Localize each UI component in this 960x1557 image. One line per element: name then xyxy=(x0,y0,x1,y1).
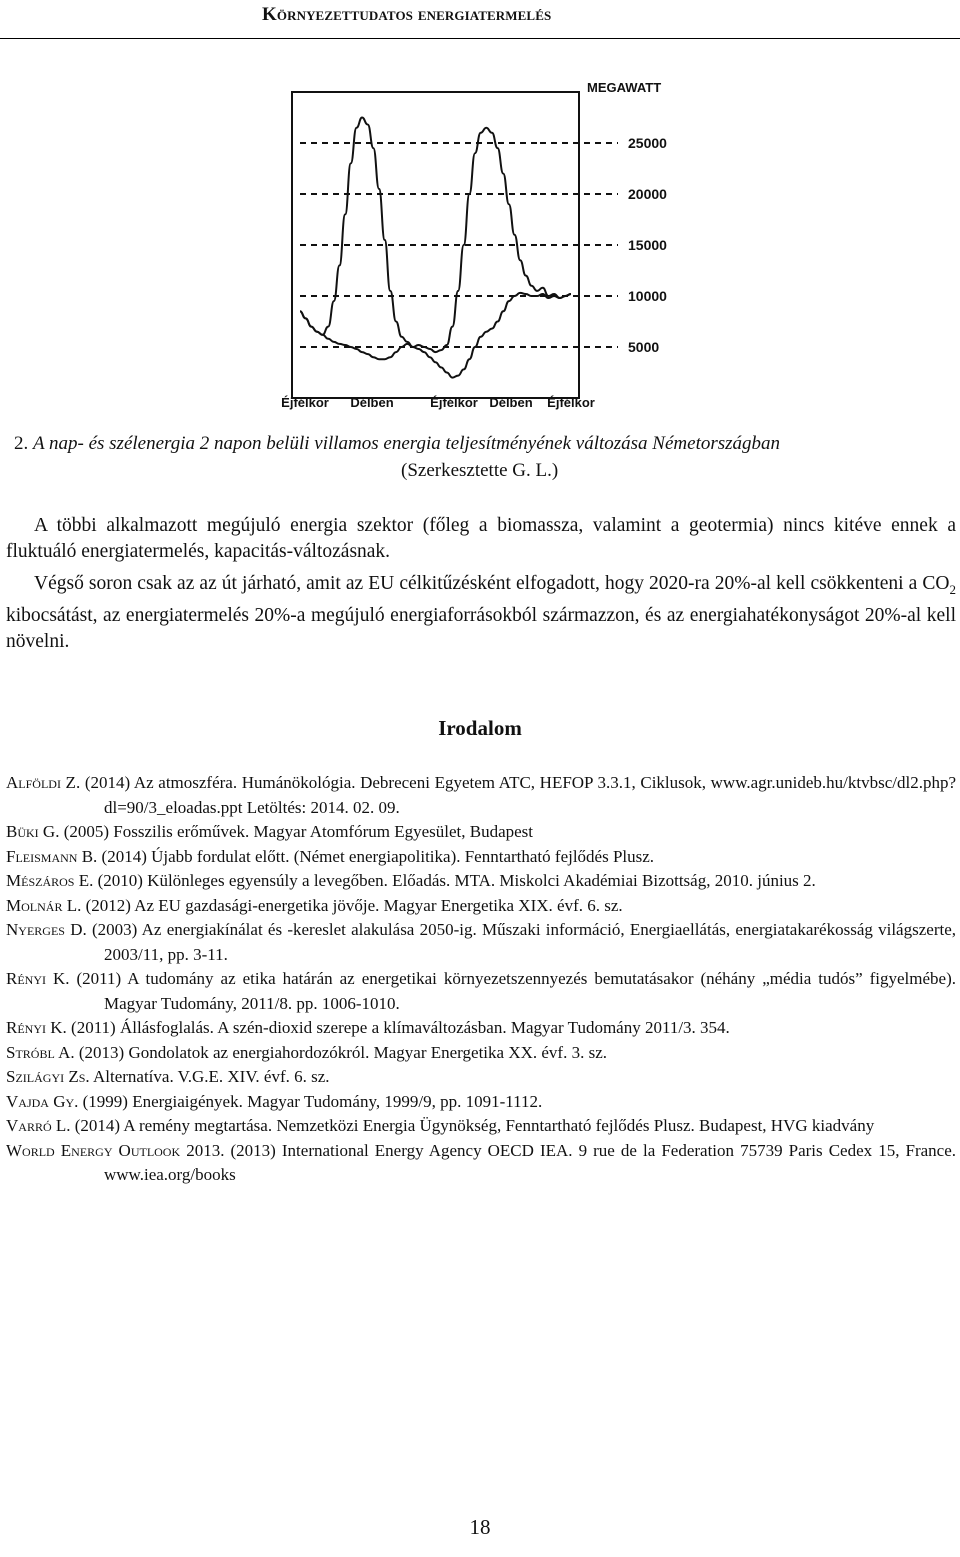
paragraph-2 xyxy=(6,571,956,655)
reference-author: Nyerges D. xyxy=(6,920,87,939)
x-tick-label: Éjfélkor xyxy=(281,395,329,410)
reference-item xyxy=(6,918,956,967)
reference-author: World Energy Outlook 2013. xyxy=(6,1140,225,1160)
caption-number: 2. xyxy=(14,433,29,454)
series-wind-solar-line xyxy=(300,118,571,353)
page-header xyxy=(0,0,960,39)
reference-list xyxy=(6,771,956,1188)
reference-author: Mészáros E. xyxy=(6,871,94,890)
reference-text: Alternatíva. V.G.E. XIV. évf. 6. sz. xyxy=(89,1067,330,1086)
x-tick-label: Éjfélkor xyxy=(430,395,478,410)
reference-author: Vajda Gy. xyxy=(6,1091,79,1111)
reference-author: Varró L. xyxy=(6,1116,71,1135)
reference-item xyxy=(6,1114,956,1139)
reference-item xyxy=(6,845,956,870)
wind-solar-chart xyxy=(0,40,960,420)
references-heading: Irodalom xyxy=(438,716,522,740)
x-tick-label: Délben xyxy=(489,395,533,410)
reference-text: (2014) Az atmoszféra. Humánökológia. Debreceni Egyetem ATC, HEFOP 3.3.1, Ciklusok, www.agr.unideb.hu/ktvbsc/dl2.php?dl=90/3_eloadas.ppt Letöltés: 2014. 02. 09. xyxy=(80,773,957,817)
caption-credit: (Szerkesztette G. L.) xyxy=(401,460,559,481)
reference-author: Rényi K. xyxy=(6,969,70,988)
reference-item xyxy=(6,1139,956,1188)
reference-item xyxy=(6,1090,956,1115)
reference-text: (2011) Állásfoglalás. A szén-dioxid szerepe a klímaváltozásban. Magyar Tudomány 2011/3. 354. xyxy=(66,1018,730,1037)
reference-item xyxy=(6,869,956,894)
paragraph-2-a: Végső soron csak az az út járható, amit az EU célkitűzésként elfogadott, hogy 2020-ra 20%-al kell csökkenteni a CO xyxy=(34,573,950,594)
reference-text: (2010) Különleges egyensúly a levegőben. Előadás. MTA. Miskolci Akadémiai Bizottság, 2010. június 2. xyxy=(93,871,816,890)
reference-text: (2012) Az EU gazdasági-energetika jövője. Magyar Energetika XIX. évf. 6. sz. xyxy=(81,895,623,915)
reference-text: (1999) Energiaigények. Magyar Tudomány, 1999/9, pp. 1091-1112. xyxy=(78,1091,543,1111)
x-tick-label: Éjfélkor xyxy=(547,395,595,410)
reference-item xyxy=(6,1041,956,1066)
y-tick-label: 15000 xyxy=(628,237,667,253)
reference-item xyxy=(6,967,956,1016)
reference-item xyxy=(6,1065,956,1090)
reference-text: (2005) Fosszilis erőművek. Magyar Atomfórum Egyesület, Budapest xyxy=(59,822,534,841)
reference-text: (2014) A remény megtartása. Nemzetközi Energia Ügynökség, Fenntartható fejlődés Plusz. Budapest, HVG kiadvány xyxy=(70,1116,875,1135)
reference-author: Büki G. xyxy=(6,822,60,841)
reference-text: (2014) Újabb fordulat előtt. (Német energiapolitika). Fenntartható fejlődés Plusz. xyxy=(97,846,655,866)
reference-author: Szilágyi Zs. xyxy=(6,1067,90,1086)
caption-text: A nap- és szélenergia 2 napon belüli villamos energia teljesítményének változása Németországban xyxy=(33,433,781,454)
reference-author: Molnár L. xyxy=(6,895,82,915)
figure-caption xyxy=(14,430,954,484)
reference-item xyxy=(6,820,956,845)
reference-author: Stróbl A. xyxy=(6,1042,75,1062)
header-title: Környezettudatos energiatermelés xyxy=(262,4,552,25)
reference-item xyxy=(6,894,956,919)
reference-text: (2003) Az energiakínálat és -kereslet alakulása 2050-ig. Műszaki információ, Energiaellátás, energiatakarékosság világszerte, 2003/11, pp. 3-11. xyxy=(86,920,956,964)
y-tick-label: 20000 xyxy=(628,186,667,202)
reference-text: (2013) International Energy Agency OECD IEA. 9 rue de la Federation 75739 Paris Cedex 15, France. www.iea.org/books xyxy=(104,1140,956,1184)
paragraph-2-b: kibocsátást, az energiatermelés 20%-a megújuló energiaforrásokból származzon, és az energiahatékonyságot 20%-al kell növelni. xyxy=(6,604,956,652)
co2-subscript: 2 xyxy=(949,581,956,597)
y-axis-label: MEGAWATT xyxy=(587,80,662,95)
reference-item xyxy=(6,771,956,820)
x-tick-label: Délben xyxy=(350,395,394,410)
reference-author: Alföldi Z. xyxy=(6,773,81,792)
y-tick-label: 10000 xyxy=(628,288,667,304)
paragraph-1: A többi alkalmazott megújuló energia szektor (főleg a biomassza, valamint a geotermia) nincs kitéve ennek a fluktuáló energiatermelés, kapacitás-változásnak. xyxy=(6,515,956,562)
reference-author: Rényi K. xyxy=(6,1018,67,1037)
y-tick-label: 5000 xyxy=(628,339,660,355)
reference-item xyxy=(6,1016,956,1041)
reference-author: Fleismann B. xyxy=(6,846,98,866)
series-wind-line xyxy=(300,293,571,378)
y-tick-label: 25000 xyxy=(628,135,667,151)
page-number: 18 xyxy=(469,1515,491,1539)
reference-text: (2013) Gondolatok az energiahordozókról. Magyar Energetika XX. évf. 3. sz. xyxy=(74,1042,607,1062)
reference-text: (2011) A tudomány az etika határán az energetikai környezetszennyezés bemutatásakor (néhány „média tudós” figyelmébe). Magyar Tudomány, 2011/8. pp. 1006-1010. xyxy=(69,969,956,1013)
